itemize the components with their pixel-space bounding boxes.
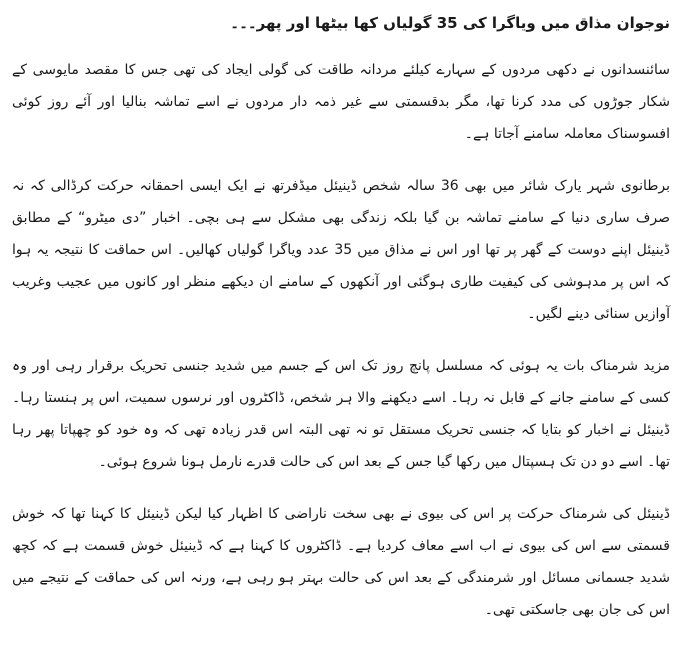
article-paragraph-4: ڈینیئل کی شرمناک حرکت پر اس کی بیوی نے بھی سخت ناراضی کا اظہار کیا لیکن ڈینیئل کا کہنا تھا کہ خوش قسمتی سے اس کی بیوی نے اب اسے معاف کردیا ہے۔ ڈاکٹروں کا کہنا ہے کہ ڈینیئل خوش قسمت ہے کہ کچھ شدید جسمانی مسائل اور شرمندگی کے بعد اس کی حالت بہتر ہو رہی ہے، ورنہ اس کی حماقت کے نتیجے میں اس کی جان بھی جاسکتی تھی۔ (12, 506, 670, 618)
article-headline: نوجوان مذاق میں ویاگرا کی 35 گولیاں کھا بیٹھا اور پھر۔۔۔ (230, 14, 670, 32)
article-paragraph-3: مزید شرمناک بات یہ ہوئی کہ مسلسل پانچ روز تک اس کے جسم میں شدید جنسی تحریک برقرار رہی اور وہ کسی کے سامنے جانے کے قابل نہ رہا۔ اسے دیکھنے والا ہر شخص، ڈاکٹروں اور نرسوں سمیت، اس پر ہنستا رہا۔ ڈینیئل نے اخبار کو بتایا کہ جنسی تحریک مستقل تو نہ تھی البتہ اس قدر زیادہ تھی کہ وہ خود کو چھپاتا پھر رہا تھا۔ اسے دو دن تک ہسپتال میں رکھا گیا جس کے بعد اس کی حالت قدرے نارمل ہونا شروع ہوئی۔ (12, 358, 670, 470)
article-paragraph-1: سائنسدانوں نے دکھی مردوں کے سہارے کیلئے مردانہ طاقت کی گولی ایجاد کی تھی جس کا مقصد مایوسی کے شکار جوڑوں کی مدد کرنا تھا، مگر بدقسمتی سے غیر ذمہ دار مردوں نے اسے تماشہ بنالیا اور آئے روز کوئی افسوسناک معاملہ سامنے آجاتا ہے۔ (12, 62, 670, 142)
article-paragraph-2: برطانوی شہر یارک شائر میں بھی 36 سالہ شخص ڈینیئل میڈفرتھ نے ایک ایسی احمقانہ حرکت کرڈالی کہ نہ صرف ساری دنیا کے سامنے تماشہ بن گیا بلکہ زندگی بھی مشکل سے ہی بچی۔ اخبار ”دی میٹرو“ کے مطابق ڈینیئل اپنے دوست کے گھر پر تھا اور اس نے مذاق میں 35 عدد ویاگرا گولیاں کھالیں۔ اس حماقت کا نتیجہ یہ ہوا کہ اس پر مدہوشی کی کیفیت طاری ہوگئی اور آنکھوں کے سامنے ان دیکھے منظر اور کانوں میں عجیب وغریب آوازیں سنائی دینے لگیں۔ (12, 178, 670, 322)
